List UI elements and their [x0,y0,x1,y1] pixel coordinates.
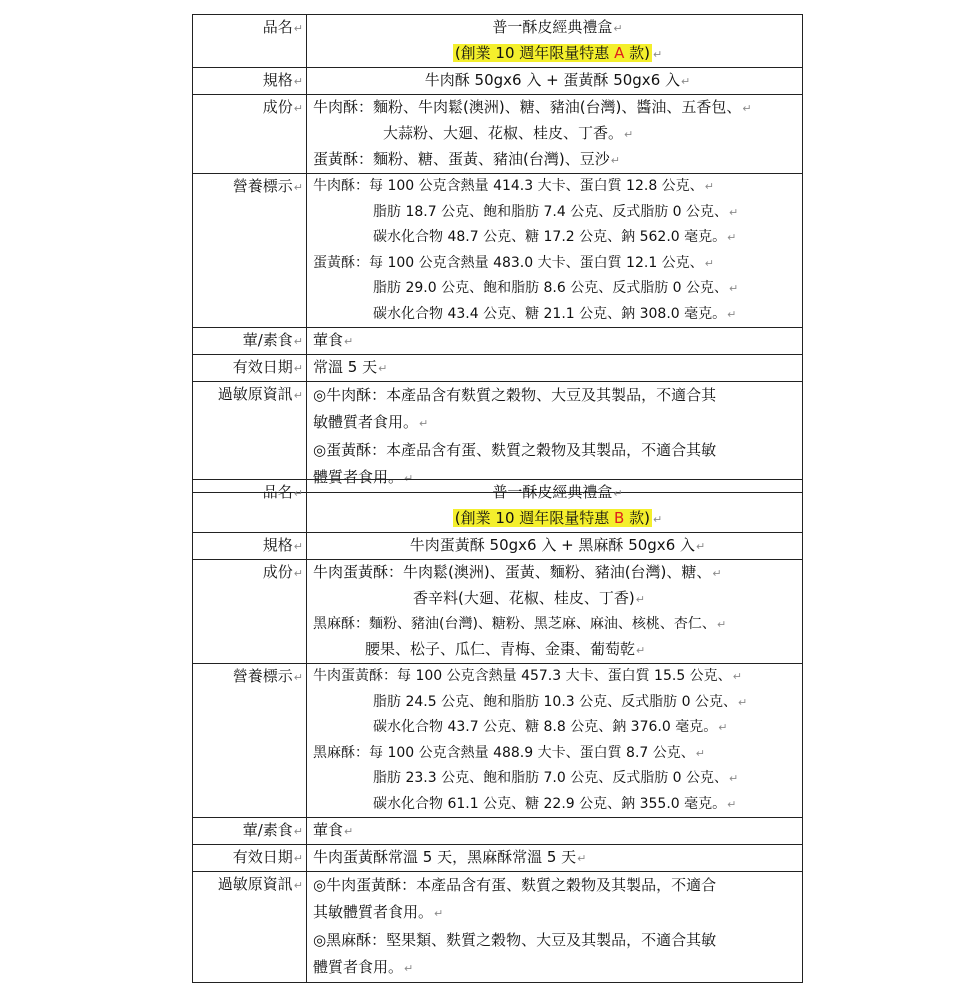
nutrition-line: 牛肉蛋黃酥：每 100 公克含熱量 457.3 大卡、蛋白質 15.5 公克、 [313,668,732,684]
return-mark: ↵ [293,22,303,35]
nutrition-value-cell [307,174,803,328]
nutrition-line: 脂肪 23.3 公克、飽和脂肪 7.0 公克、反式脂肪 0 公克、 [373,770,729,786]
return-mark: ↵ [716,618,727,631]
row-nutrition [193,174,803,328]
expiry-label-cell: 有效日期↵ [193,845,307,872]
return-mark: ↵ [404,962,414,975]
row-name [193,480,803,533]
ingredients-line: 蛋黃酥：麵粉、糖、蛋黃、豬油(台灣)、豆沙 [313,150,610,168]
return-mark: ↵ [293,102,303,115]
nutrition-line: 脂肪 18.7 公克、飽和脂肪 7.4 公克、反式脂肪 0 公克、 [373,203,729,220]
nutrition-line: 牛肉酥：每 100 公克含熱量 414.3 大卡、蛋白質 12.8 公克、 [313,178,704,194]
return-mark: ↵ [293,852,303,865]
return-mark: ↵ [419,417,429,430]
ingredients-value-cell [307,95,803,174]
nutrition-value-cell [307,664,803,818]
allergy-line: ◎黑麻酥：堅果類、麩質之穀物、大豆及其製品，不適合其敏 [313,931,717,949]
allergy-line: 其敏體質者食用。 [313,903,434,921]
product-name: 普一酥皮經典禮盒 [492,483,613,501]
veg-value-cell: 葷食↵ [307,818,803,845]
return-mark: ↵ [434,907,444,920]
ingredients-line: 牛肉酥：麵粉、牛肉鬆(澳洲)、糖、豬油(台灣)、醬油、五香包、 [313,98,742,116]
name-label-cell: 品名↵ [193,480,307,533]
return-mark: ↵ [681,75,691,88]
edition-highlight: (創業 10 週年限量特惠 A 款) [454,44,650,62]
row-veg [193,818,803,845]
row-veg [193,328,803,355]
product-table-a [192,14,803,493]
nutrition-line: 碳水化合物 48.7 公克、糖 17.2 公克、鈉 562.0 毫克。 [373,229,727,245]
row-name [193,15,803,68]
nutrition-line: 脂肪 24.5 公克、飽和脂肪 10.3 公克、反式脂肪 0 公克、 [373,693,737,710]
return-mark: ↵ [696,540,706,553]
return-mark: ↵ [577,852,587,865]
expiry-value-cell: 常溫 5 天↵ [307,355,803,382]
return-mark: ↵ [732,670,742,683]
return-mark: ↵ [404,472,414,485]
return-mark: ↵ [293,540,303,553]
row-ingredients [193,95,803,174]
nutrition-line: 脂肪 29.0 公克、飽和脂肪 8.6 公克、反式脂肪 0 公克、 [373,280,729,296]
return-mark: ↵ [293,181,303,194]
nutrition-line: 黑麻酥：每 100 公克含熱量 488.9 大卡、蛋白質 8.7 公克、 [313,744,695,761]
veg-value-cell: 葷食↵ [307,328,803,355]
allergy-label-cell: 過敏原資訊↵ [193,872,307,983]
return-mark: ↵ [727,307,737,321]
return-mark: ↵ [729,772,739,785]
nutrition-line: 碳水化合物 61.1 公克、糖 22.9 公克、鈉 355.0 毫克。 [373,795,727,812]
product-table-b [192,479,803,983]
return-mark: ↵ [613,487,623,500]
edition-highlight: (創業 10 週年限量特惠 B 款) [454,509,650,527]
return-mark: ↵ [344,825,354,838]
return-mark: ↵ [293,487,303,500]
row-expiry [193,355,803,382]
return-mark: ↵ [727,231,737,244]
nutrition-line: 蛋黃酥：每 100 公克含熱量 483.0 大卡、蛋白質 12.1 公克、 [313,254,704,271]
expiry-value-cell: 牛肉蛋黃酥常溫 5 天，黑麻酥常溫 5 天↵ [307,845,803,872]
return-mark: ↵ [718,721,728,734]
ingredients-value-cell [307,560,803,664]
return-mark: ↵ [293,825,303,838]
allergy-line: 體質者食用。 [313,468,404,486]
return-mark: ↵ [293,671,303,684]
nutrition-line: 碳水化合物 43.7 公克、糖 8.8 公克、鈉 376.0 毫克。 [373,719,718,735]
row-spec [193,533,803,560]
ingredients-label-cell: 成份↵ [193,560,307,664]
row-nutrition [193,664,803,818]
allergy-label-cell: 過敏原資訊↵ [193,382,307,493]
product-name: 普一酥皮經典禮盒 [492,18,613,36]
ingredients-line: 大蒜粉、大廻、花椒、桂皮、丁香。 [383,124,624,142]
ingredients-line: 腰果、松子、瓜仁、青梅、金棗、葡萄乾 [365,640,636,658]
row-expiry [193,845,803,872]
return-mark: ↵ [635,593,645,606]
name-label-cell: 品名↵ [193,15,307,68]
spec-value-cell: 牛肉蛋黃酥 50gx6 入 + 黑麻酥 50gx6 入↵ [307,533,803,560]
allergy-line: ◎牛肉酥：本產品含有麩質之穀物、大豆及其製品，不適合其 [313,386,717,404]
row-spec [193,68,803,95]
nutrition-label-cell: 營養標示↵ [193,664,307,818]
return-mark: ↵ [729,205,739,219]
expiry-label-cell: 有效日期↵ [193,355,307,382]
allergy-value-cell [307,872,803,983]
veg-label-cell: 葷/素食↵ [193,328,307,355]
veg-label-cell: 葷/素食↵ [193,818,307,845]
return-mark: ↵ [704,180,714,193]
edition-letter: B [614,509,625,527]
return-mark: ↵ [652,48,663,61]
ingredients-line: 香辛料(大廻、花椒、桂皮、丁香) [413,589,635,607]
nutrition-label-cell: 營養標示↵ [193,174,307,328]
return-mark: ↵ [636,644,646,657]
return-mark: ↵ [293,567,303,580]
return-mark: ↵ [378,362,388,375]
nutrition-line: 碳水化合物 43.4 公克、糖 21.1 公克、鈉 308.0 毫克。 [373,305,727,322]
ingredients-line: 牛肉蛋黃酥：牛肉鬆(澳洲)、蛋黃、麵粉、豬油(台灣)、糖、 [313,563,712,581]
return-mark: ↵ [613,22,623,35]
spec-value-cell: 牛肉酥 50gx6 入 + 蛋黃酥 50gx6 入↵ [307,68,803,95]
name-value-cell [307,480,803,533]
return-mark: ↵ [293,389,303,402]
return-mark: ↵ [293,75,303,88]
return-mark: ↵ [727,797,737,811]
allergy-line: 體質者食用。 [313,958,404,976]
allergy-line: ◎蛋黃酥：本產品含有蛋、麩質之穀物及其製品，不適合其敏 [313,441,717,459]
return-mark: ↵ [704,256,714,270]
return-mark: ↵ [729,282,739,295]
name-value-cell [307,15,803,68]
edition-letter: A [614,44,625,62]
ingredients-line: 黑麻酥：麵粉、豬油(台灣)、糖粉、黑芝麻、麻油、核桃、杏仁、 [313,616,716,632]
allergy-line: ◎牛肉蛋黃酥：本產品含有蛋、麩質之穀物及其製品，不適合 [313,876,717,894]
row-allergy [193,872,803,983]
return-mark: ↵ [293,335,303,348]
return-mark: ↵ [742,102,752,115]
return-mark: ↵ [652,513,663,526]
return-mark: ↵ [624,128,634,141]
spec-label-cell: 規格↵ [193,533,307,560]
return-mark: ↵ [695,746,705,760]
ingredients-label-cell: 成份↵ [193,95,307,174]
spec-label-cell: 規格↵ [193,68,307,95]
return-mark: ↵ [293,879,303,892]
return-mark: ↵ [712,567,722,580]
return-mark: ↵ [293,362,303,375]
allergy-line: 敏體質者食用。 [313,413,419,431]
return-mark: ↵ [610,154,620,167]
return-mark: ↵ [344,335,354,348]
row-allergy [193,382,803,493]
row-ingredients [193,560,803,664]
allergy-value-cell [307,382,803,493]
return-mark: ↵ [737,695,748,709]
